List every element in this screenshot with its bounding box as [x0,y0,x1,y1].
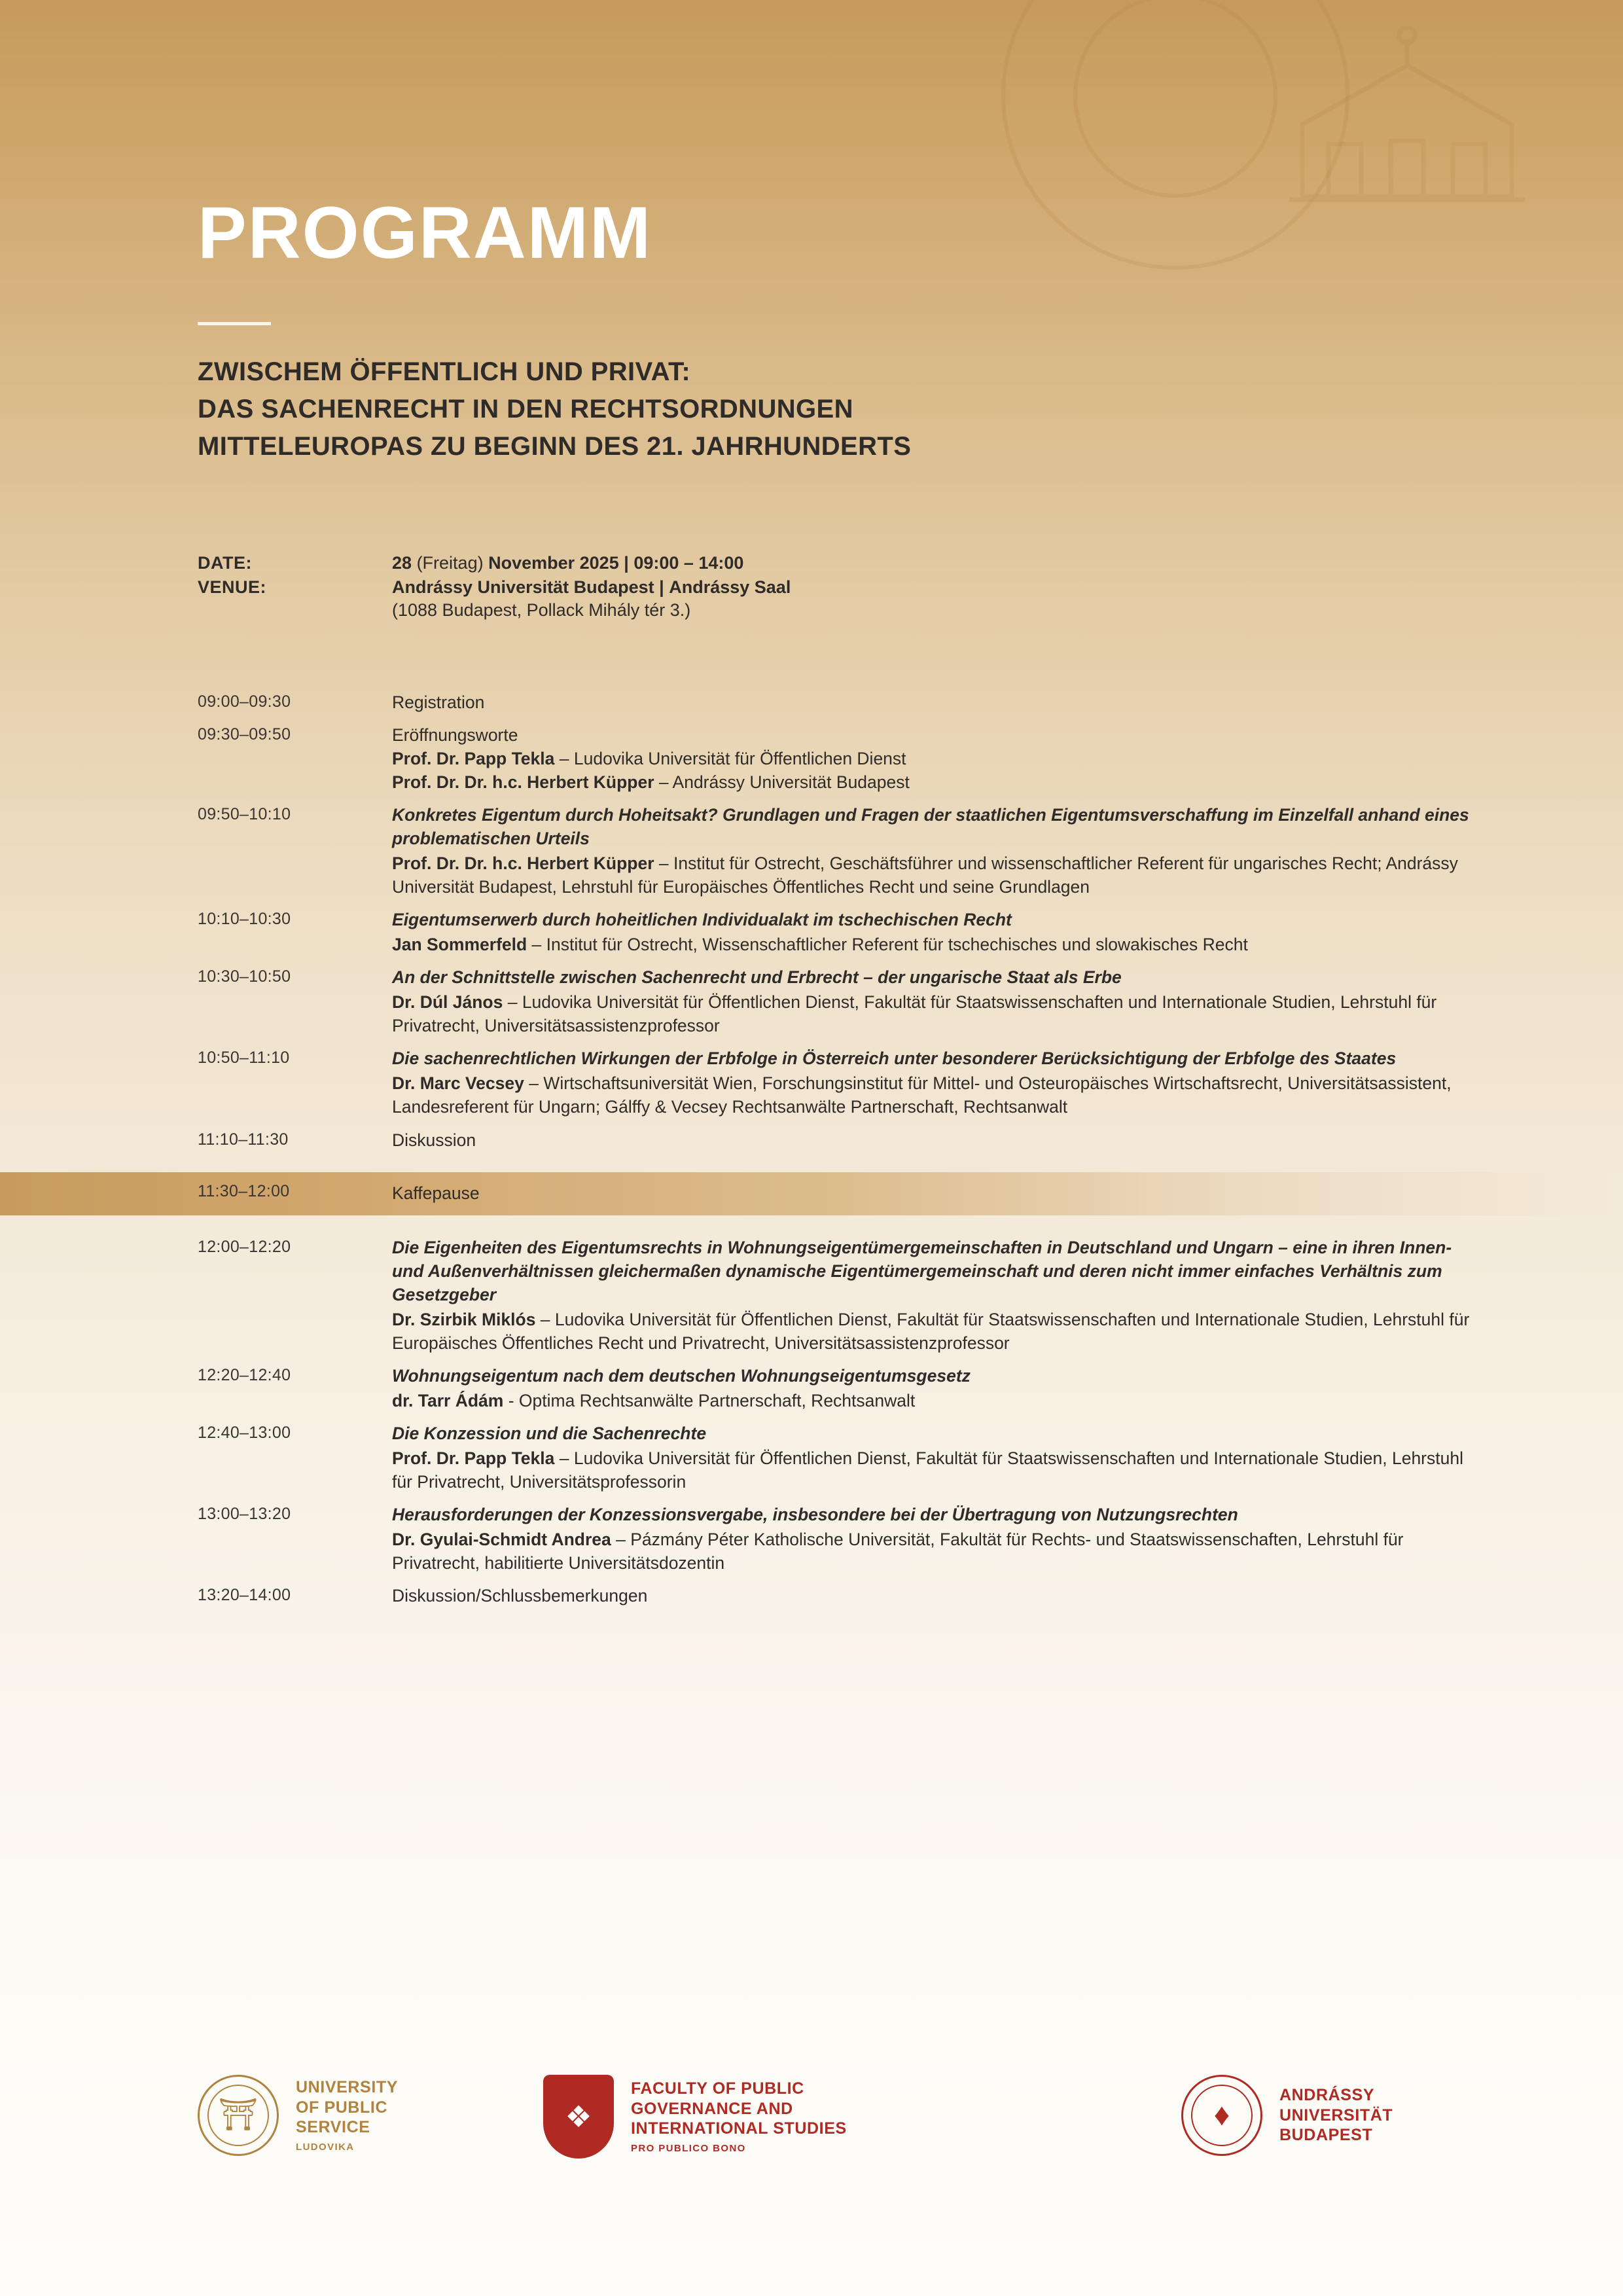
event-meta [198,553,1480,624]
schedule-speaker [392,770,1486,794]
schedule-entry [392,1181,1623,1205]
schedule-time: 09:30–09:50 [198,725,291,744]
speaker-name: Prof. Dr. Papp Tekla [392,1448,555,1468]
speaker-affiliation: - Optima Rechtsanwälte Partnerschaft, Rechtsanwalt [503,1390,916,1410]
schedule-talk-title: Eigentumserwerb durch hoheitlichen Individualakt im tschechischen Recht [392,910,1012,930]
schedule-time: 11:30–12:00 [198,1181,290,1200]
venue-hall: Andrássy Saal [669,577,791,597]
schedule-entry [392,908,1623,956]
meta-row-venue [198,577,1480,620]
schedule-entry [392,803,1623,899]
schedule-row [0,1172,1623,1215]
page-subtitle [198,353,1480,465]
schedule-speaker [392,1071,1486,1119]
page-title: PROGRAMM [198,192,652,274]
schedule-row [0,720,1623,800]
schedule-talk-title: Die Eigenheiten des Eigentumsrechts in Wohnungseigentümergemeinschaften in Deutschland und Ungarn – eine in ihren Innen- und Außenverhältnissen gleichermaßen dynamische Eigentümergemeinschaft und deren nicht immer einfaches Verhältnis zum Gesetzgeber [392,1237,1452,1304]
ups-line-1: UNIVERSITY [296,2078,399,2097]
schedule-entry [392,1503,1623,1575]
subtitle-line-2: DAS SACHENRECHT IN DEN RECHTSORDNUNGEN [198,394,853,423]
schedule-row [0,905,1623,962]
subtitle-line-3: MITTELEUROPAS ZU BEGINN DES 21. JAHRHUNDERTS [198,431,912,461]
schedule-time: 09:00–09:30 [198,692,291,711]
speaker-name: Dr. Gyulai-Schmidt Andrea [392,1529,611,1549]
speaker-name: Jan Sommerfeld [392,935,527,955]
logo-university-of-public-service [198,2075,398,2156]
schedule-entry [392,1047,1623,1119]
schedule-time: 10:50–11:10 [198,1049,290,1067]
schedule-time: 11:10–11:30 [198,1130,289,1149]
ups-tagline: LUDOVIKA [296,2141,355,2153]
schedule-row [0,1499,1623,1581]
schedule-row [0,1581,1623,1613]
logo-text-ups [296,2077,398,2153]
schedule-talk-title: Herausforderungen der Konzessionsvergabe, insbesondere bei der Übertragung von Nutzungsrechten [392,1504,1238,1524]
schedule-speaker [392,933,1486,956]
schedule-entry-label: Diskussion [392,1130,476,1150]
faculty-line-3: INTERNATIONAL STUDIES [631,2119,847,2138]
schedule-entry [392,1364,1623,1412]
schedule-speaker [392,1528,1486,1575]
schedule-row [0,687,1623,720]
schedule-time: 09:50–10:10 [198,805,291,824]
speaker-affiliation: – Institut für Ostrecht, Wissenschaftlicher Referent für tschechisches und slowakisches Recht [527,935,1248,955]
schedule-row [0,1232,1623,1361]
speaker-affiliation: – Ludovika Universität für Öffentlichen Dienst [554,749,906,769]
faculty-line-1: FACULTY OF PUBLIC [631,2079,804,2098]
speaker-affiliation: – Pázmány Péter Katholische Universität, Fakultät für Rechts- und Staatswissenschaften, Lehrstuhl für Privatrecht, habilitierte Universitätsdozentin [392,1529,1404,1573]
speaker-name: Dr. Dúl János [392,992,503,1013]
schedule-entry-label: Diskussion/Schlussbemerkungen [392,1585,648,1605]
date-time: 09:00 – 14:00 [633,553,744,573]
logo-text-faculty [631,2079,847,2155]
schedule-list [0,687,1623,1613]
speaker-affiliation: – Wirtschaftsuniversität Wien, Forschungsinstitut für Mittel- und Osteuropäisches Wirtschaftsrecht, Universitätsassistent, Landesreferent für Ungarn; Gálffy & Vecsey Rechtsanwälte Partnerschaft, Rechtsanwalt [392,1073,1452,1117]
speaker-name: Prof. Dr. Papp Tekla [392,749,555,769]
schedule-row [0,800,1623,905]
speaker-name: Prof. Dr. Dr. h.c. Herbert Küpper [392,772,654,793]
schedule-time: 12:00–12:20 [198,1237,291,1256]
date-weekday: (Freitag) [416,553,484,573]
schedule-entry [392,965,1623,1037]
schedule-entry [392,723,1623,794]
faculty-tagline: PRO PUBLICO BONO [631,2142,746,2154]
logo-andrassy-university [1181,2075,1393,2156]
schedule-time: 12:20–12:40 [198,1365,291,1384]
schedule-entry [392,1236,1623,1355]
schedule-speaker [392,852,1486,899]
venue-separator: | [659,577,664,597]
ludovika-seal-icon: ⛩ [198,2075,279,2156]
date-label: DATE: [198,553,252,573]
schedule-row [0,962,1623,1043]
schedule-speaker [392,1389,1486,1412]
subtitle-line-1: ZWISCHEM ÖFFENTLICH UND PRIVAT: [198,357,691,386]
schedule-speaker [392,990,1486,1037]
andrassy-line-3: BUDAPEST [1279,2126,1373,2145]
venue-label: VENUE: [198,577,267,597]
schedule-row [0,1125,1623,1158]
footer-logos [0,2055,1623,2212]
venue-name: Andrássy Universität Budapest [392,577,654,597]
date-value [392,553,1480,573]
schedule-entry [392,1422,1623,1494]
speaker-affiliation: – Andrássy Universität Budapest [654,772,910,793]
schedule-time: 10:10–10:30 [198,910,291,929]
speaker-affiliation: – Institut für Ostrecht, Geschäftsführer und wissenschaftlicher Referent für ungarisches Recht; Andrássy Universität Budapest, Lehrstuhl für Europäisches Öffentliches Recht und seine Grundlagen [392,853,1458,897]
ups-line-3: SERVICE [296,2118,370,2137]
schedule-time: 12:40–13:00 [198,1423,291,1442]
faculty-shield-icon: ❖ [543,2075,614,2159]
schedule-entry [392,1128,1623,1152]
andrassy-seal-icon: ♦ [1181,2075,1262,2156]
venue-address: (1088 Budapest, Pollack Mihály tér 3.) [392,600,691,620]
andrassy-line-2: UNIVERSITÄT [1279,2106,1393,2125]
date-month-year: November 2025 [488,553,619,573]
schedule-talk-title: Die Konzession und die Sachenrechte [392,1423,707,1443]
date-day: 28 [392,553,412,573]
speaker-name: Dr. Marc Vecsey [392,1073,524,1094]
venue-value [392,577,1480,620]
logo-faculty-of-public-governance [543,2075,847,2159]
schedule-row [0,1043,1623,1124]
schedule-entry-label: Registration [392,692,485,712]
schedule-entry-label: Eröffnungsworte [392,725,518,745]
schedule-time: 10:30–10:50 [198,967,291,986]
schedule-speaker [392,1308,1486,1355]
schedule-talk-title: Die sachenrechtlichen Wirkungen der Erbfolge in Österreich unter besonderer Berücksichtigung der Erbfolge des Staates [392,1049,1397,1069]
schedule-speaker [392,1446,1486,1494]
speaker-name: Prof. Dr. Dr. h.c. Herbert Küpper [392,853,654,874]
speaker-affiliation: – Ludovika Universität für Öffentlichen Dienst, Fakultät für Staatswissenschaften und Internationale Studien, Lehrstuhl für Privatrecht, Universitätsprofessorin [392,1448,1463,1492]
title-divider [198,322,271,325]
ups-line-2: OF PUBLIC [296,2098,388,2117]
speaker-affiliation: – Ludovika Universität für Öffentlichen Dienst, Fakultät für Staatswissenschaften und Internationale Studien, Lehrstuhl für Europäisches Öffentliches Recht und Privatrecht, Universitätsassistenzprofessor [392,1309,1470,1353]
schedule-time: 13:00–13:20 [198,1504,291,1523]
schedule-talk-title: Konkretes Eigentum durch Hoheitsakt? Grundlagen und Fragen der staatlichen Eigentumsverschaffung im Einzelfall anhand eines problematischen Urteils [392,805,1469,849]
logo-text-andrassy [1279,2085,1393,2145]
date-separator: | [624,553,629,573]
schedule-speaker [392,747,1486,770]
andrassy-line-1: ANDRÁSSY [1279,2086,1375,2105]
speaker-name: Dr. Szirbik Miklós [392,1309,536,1329]
speaker-name: dr. Tarr Ádám [392,1390,504,1410]
speaker-affiliation: – Ludovika Universität für Öffentlichen Dienst, Fakultät für Staatswissenschaften und Internationale Studien, Lehrstuhl für Privatrecht, Universitätsassistenzprofessor [392,992,1437,1036]
schedule-row [0,1418,1623,1499]
schedule-talk-title: Wohnungseigentum nach dem deutschen Wohnungseigentumsgesetz [392,1365,971,1386]
schedule-entry [392,691,1623,714]
schedule-time: 13:20–14:00 [198,1585,291,1604]
schedule-entry-label: Kaffepause [392,1183,480,1203]
schedule-entry [392,1584,1623,1607]
schedule-row [0,1361,1623,1418]
faculty-line-2: GOVERNANCE AND [631,2099,793,2118]
meta-row-date [198,553,1480,573]
schedule-talk-title: An der Schnittstelle zwischen Sachenrecht und Erbrecht – der ungarische Staat als Erbe [392,967,1122,988]
